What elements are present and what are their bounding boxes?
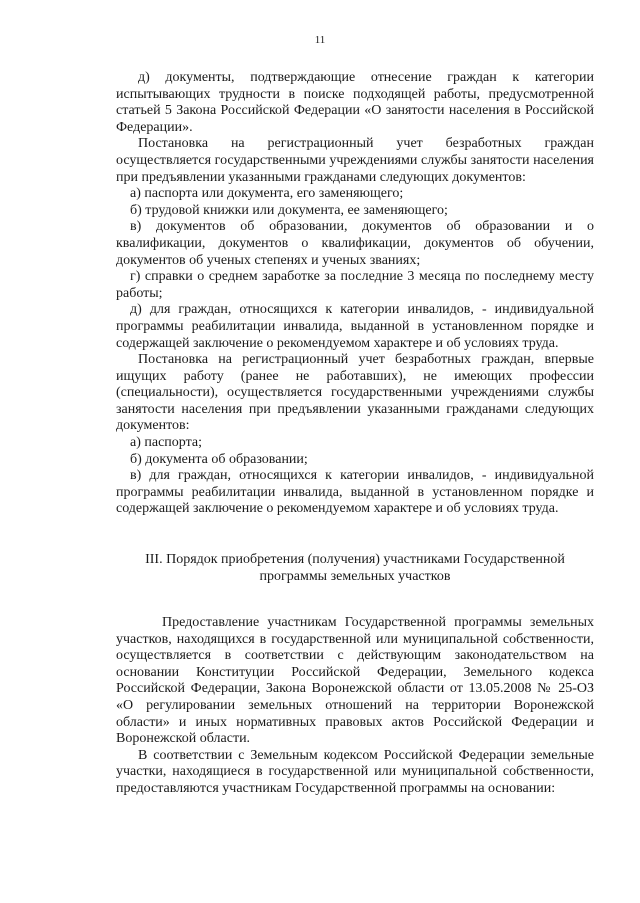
paragraph: Постановка на регистрационный учет безработных граждан осуществляется государственными учреждениями службы занятости населения при предъявлении указанными гражданами следующих документов: [116,136,594,185]
paragraph-block-1 [116,70,594,518]
paragraph: Предоставление участникам Государственной программы земельных участков, находящихся в государственной или муниципальной собственности, осуществляется в соответствии с действующим законодательством на основании Конституции Российской Федерации, Земельного кодекса Российской Федерации, Закона Воронежской области от 13.05.2008 № 25-ОЗ «О регулировании земельных отношений на территории Воронежской области» и иных нормативных правовых актов Российской Федерации и Воронежской области. [116,615,594,747]
paragraph: Постановка на регистрационный учет безработных граждан, впервые ищущих работу (ранее не работавших), не имеющих профессии (специальности), осуществляется государственными учреждениями службы занятости населения при предъявлении указанными гражданами следующих документов: [116,352,594,434]
page-number: 11 [314,34,326,46]
paragraph-block-2 [116,615,594,798]
paragraph: д) документы, подтверждающие отнесение граждан к категории испытывающих трудности в поиске подходящей работы, предусмотренной статьей 5 Закона Российской Федерации «О занятости населения в Российской Федерации». [116,70,594,135]
section-heading-line: программы земельных участков [259,569,451,585]
section-heading [116,551,594,585]
list-item: а) паспорта; [130,435,202,451]
section-heading-line: III. Порядок приобретения (получения) участниками Государственной [145,552,565,568]
paragraph: В соответствии с Земельным кодексом Российской Федерации земельные участки, находящиеся в государственной или муниципальной собственности, предоставляются участникам Государственной программы на основании: [116,747,594,796]
list-item: а) паспорта или документа, его заменяющего; [130,186,404,202]
list-item: б) трудовой книжки или документа, ее заменяющего; [130,202,448,218]
list-item: в) документов об образовании, документов об образовании и о квалификации, документов о квалификации, документов об обучении, документов об ученых степенях и ученых званиях; [116,219,594,268]
list-item: д) для граждан, относящихся к категории инвалидов, - индивидуальной программы реабилитации инвалида, выданной в установленном порядке и содержащей заключение о рекомендуемом характере и об условиях труда. [116,302,594,351]
list-item: г) справки о среднем заработке за последние 3 месяца по последнему месту работы; [116,269,594,301]
list-item: б) документа об образовании; [130,451,308,467]
list-item: в) для граждан, относящихся к категории инвалидов, - индивидуальной программы реабилитации инвалида, выданной в установленном порядке и содержащей заключение о рекомендуемом характере и об условиях труда. [116,468,594,517]
